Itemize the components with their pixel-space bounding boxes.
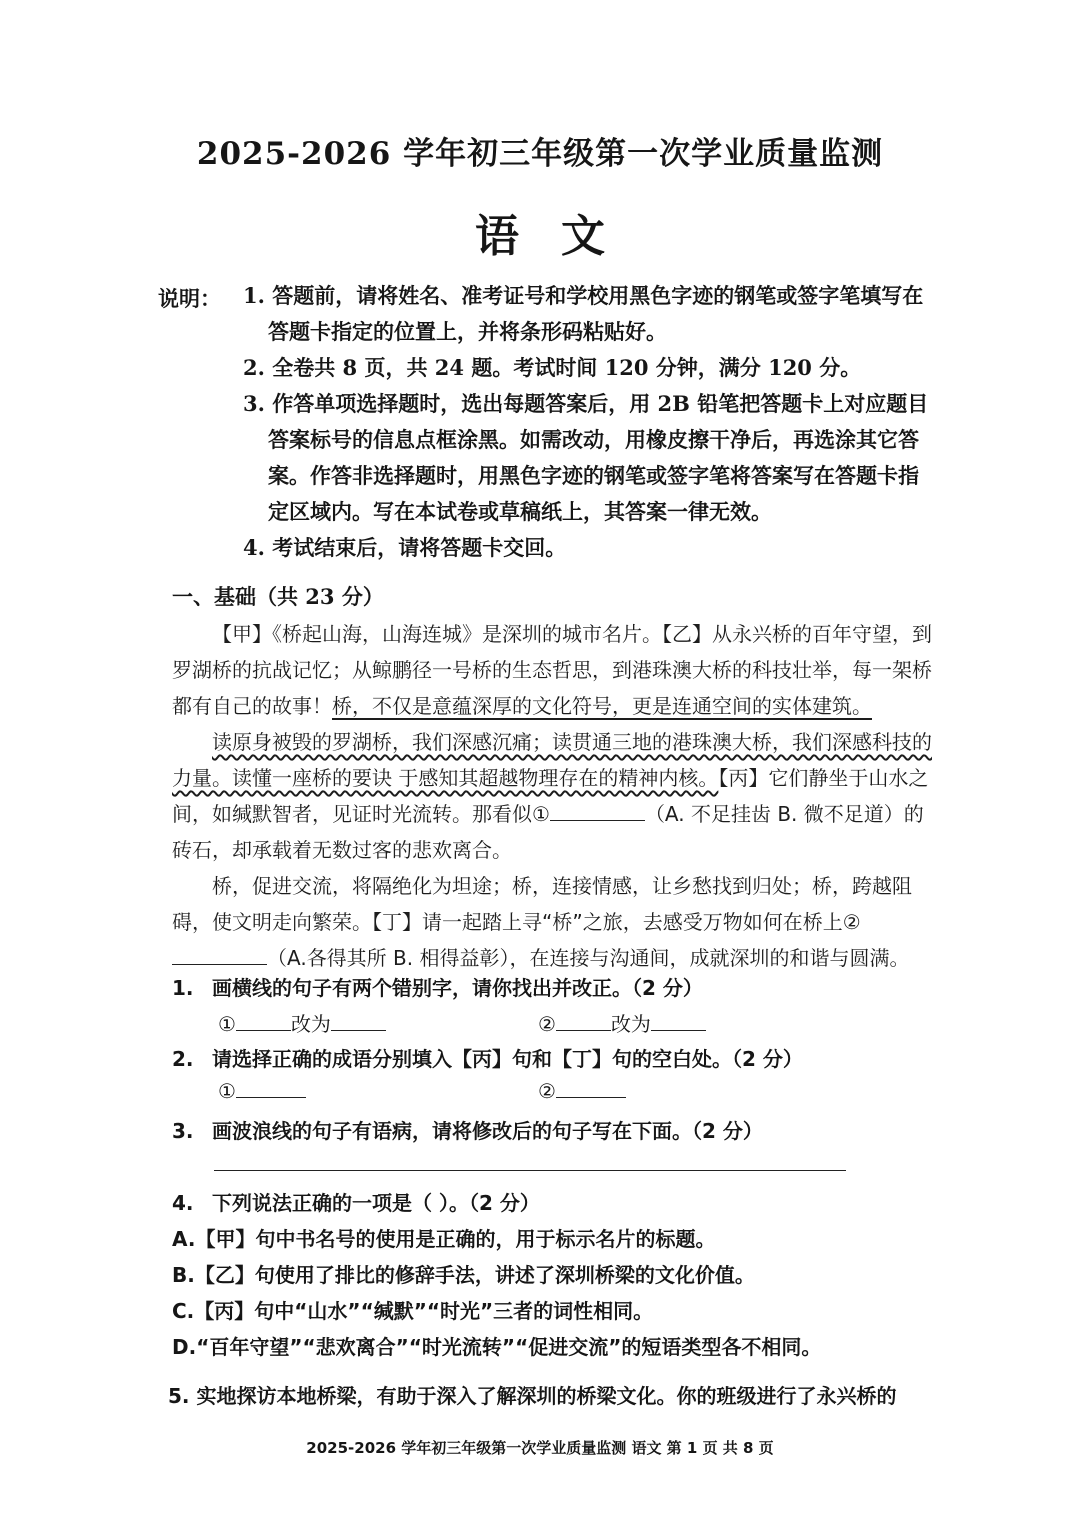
question-number: 4.: [172, 1191, 194, 1215]
passage-text: （A. 不足挂齿 B. 微不足道）: [644, 802, 904, 826]
option-b: B.【乙】句使用了排比的修辞手法，讲述了深圳桥梁的文化价值。: [172, 1263, 755, 1287]
question-5: 5. 实地探访本地桥梁，有助于深入了解深圳的桥梁文化。你的班级进行了永兴桥的: [168, 1384, 897, 1408]
question-4: [172, 1187, 952, 1216]
answer-blank[interactable]: [556, 1012, 611, 1031]
passage-text: 桥，促进交流，将隔绝化为坦途；桥，连接情感，让乡愁找到归处；桥，跨越阻碍，: [172, 874, 912, 934]
q2-answer-1[interactable]: [218, 1079, 306, 1103]
q1-answer-2[interactable]: [538, 1008, 706, 1037]
exam-title: 2025-2026 学年初三年级第一次学业质量监测: [196, 136, 884, 172]
q3-answer-line[interactable]: [214, 1170, 846, 1171]
wavy-sentence: 力量。读懂一座桥的要诀 于感知其超越物理存在的精神内核。: [172, 766, 719, 790]
answer-blank[interactable]: [331, 1012, 386, 1031]
subject-title: 语文: [475, 211, 647, 262]
change-label: 改为: [610, 1012, 651, 1036]
passage-text: 各得其所 B. 相得益彰），在连接与沟通间，成就深圳的和谐与圆满。: [306, 946, 910, 970]
section-heading: 一、基础（共 23 分）: [172, 584, 384, 609]
question-1: [172, 972, 952, 1001]
page-footer: 2025-2026 学年初三年级第一次学业质量监测 语文 第 1 页 共 8 页: [306, 1439, 774, 1457]
passage-text: 水之间，如缄默智者，见证时光流转。那看似①: [172, 766, 929, 826]
passage-text: 到罗湖桥的抗战记忆；从鲸鹏径一号桥的生态哲思，到港珠澳大桥的科技壮举，每一架: [172, 622, 932, 682]
circled-number: ①: [218, 1079, 236, 1103]
passage-text: （A.: [267, 946, 307, 970]
question-number: 2.: [172, 1047, 194, 1071]
instruction-item: [243, 530, 953, 566]
question-number: 3.: [172, 1119, 194, 1143]
q1-answer-1[interactable]: [218, 1008, 386, 1037]
instruction-line: 3. 作答单项选择题时，选出每题答案后，用 2B 铅笔把答题卡上对应题目: [243, 391, 929, 416]
question-text: 画横线的句子有两个错别字，请你找出并改正。（2 分）: [212, 976, 703, 1000]
passage-text: 【甲】《桥起山海，山海连城》是深圳的城市名片。【乙】从永兴桥的百年守望，: [212, 622, 912, 646]
passage-text: 使文明走向繁荣。【丁】请一起踏上寻“桥”之旅，去感受万物如何在桥上②: [212, 910, 861, 934]
circled-number: ②: [538, 1012, 556, 1036]
passage: [172, 616, 942, 976]
instruction-line: 答案标号的信息点框涂黑。如需改动，用橡皮擦干净后，再选涂其它答: [268, 427, 919, 452]
answer-blank[interactable]: [236, 1079, 306, 1098]
circled-number: ②: [538, 1079, 556, 1103]
wavy-sentence: 读原身被毁的罗湖桥，我们深感沉痛；读贯通三地的港珠澳大桥，我们深感科技的: [212, 730, 932, 754]
question-text: 画波浪线的句子有语病，请将修改后的句子写在下面。（2 分）: [212, 1119, 763, 1143]
option-a: A.【甲】句中书名号的使用是正确的，用于标示名片的标题。: [172, 1227, 716, 1251]
fill-blank-2[interactable]: [172, 944, 267, 965]
passage-text: 的砖石，却承载着无数过客的悲欢离合。: [172, 802, 924, 862]
circled-number: ①: [218, 1012, 236, 1036]
instruction-line: 定区域内。写在本试卷或草稿纸上，其答案一律无效。: [268, 499, 772, 524]
option-c: C.【丙】句中“山水”“缄默”“时光”三者的词性相同。: [172, 1299, 654, 1323]
question-2: [172, 1043, 952, 1072]
change-label: 改为: [290, 1012, 331, 1036]
question-number: 1.: [172, 976, 194, 1000]
instruction-line: 1. 答题前，请将姓名、准考证号和学校用黑色字迹的钢笔或签字笔填写在: [243, 283, 924, 308]
instruction-line: 案。作答非选择题时，用黑色字迹的钢笔或签字笔将答案写在答题卡指: [268, 463, 919, 488]
question-text: 下列说法正确的一项是（ ）。（2 分）: [212, 1191, 540, 1215]
instruction-line: 2. 全卷共 8 页，共 24 题。考试时间 120 分钟，满分 120 分。: [243, 355, 862, 380]
instruction-line: 答题卡指定的位置上，并将条形码粘贴好。: [268, 319, 667, 344]
answer-blank[interactable]: [556, 1079, 626, 1098]
answer-blank[interactable]: [236, 1012, 291, 1031]
answer-blank[interactable]: [651, 1012, 706, 1031]
instruction-item: [243, 386, 953, 530]
instruction-line: 4. 考试结束后，请将答题卡交回。: [243, 535, 567, 560]
instruction-item: [243, 350, 953, 386]
question-3: [172, 1115, 952, 1144]
instructions-label: 说明：: [158, 286, 221, 311]
passage-text: 桥都有自己的故事！: [172, 658, 932, 718]
q2-answer-2[interactable]: [538, 1079, 626, 1103]
fill-blank-1[interactable]: [550, 800, 645, 821]
question-text: 请选择正确的成语分别填入【丙】句和【丁】句的空白处。（2 分）: [212, 1047, 803, 1071]
passage-text: 【丙】它们静坐于山: [718, 766, 889, 790]
option-d: D.“百年守望”“悲欢离合”“时光流转”“促进交流”的短语类型各不相同。: [172, 1335, 822, 1359]
underlined-sentence: 桥，不仅是意蕴深厚的文化符号，更是连通空间的实体建筑。: [332, 694, 872, 718]
instruction-item: [243, 278, 953, 350]
